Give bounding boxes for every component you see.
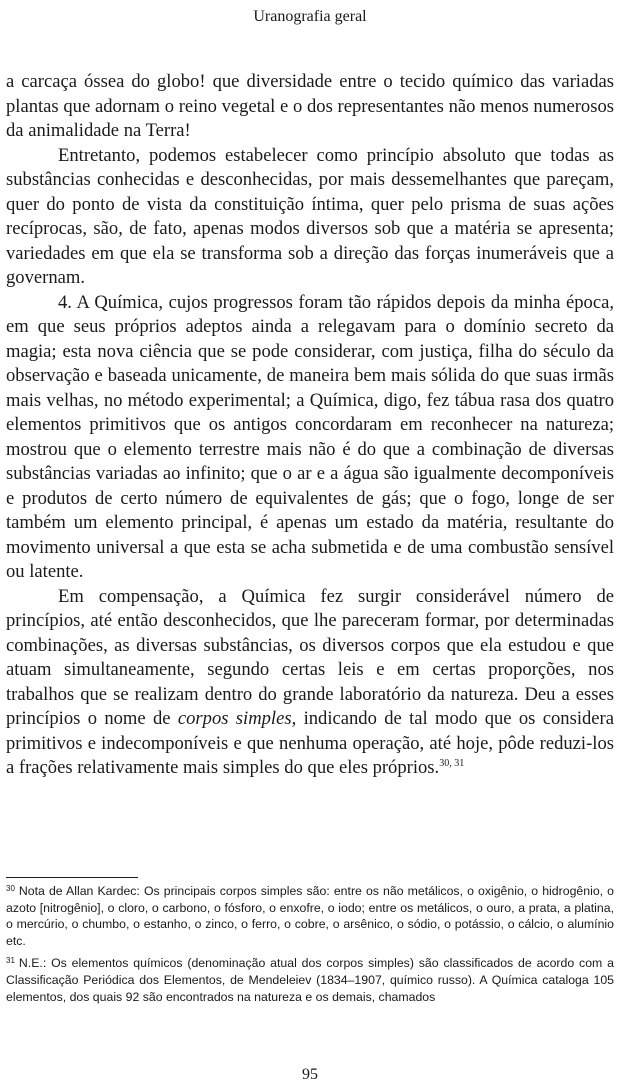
footnote-separator [6, 877, 138, 878]
footnote-30 [6, 883, 614, 949]
paragraph-4-text-b: , indicando de tal modo que os considera primitivos e indecomponíveis e que nenhuma operação, até hoje, pôde reduzi-los a frações relativamente mais simples do que eles próprios. [6, 708, 614, 778]
paragraph-4 [6, 585, 614, 781]
footnote-text: Nota de Allan Kardec: Os principais corpos simples são: entre os não metálicos, o oxigênio, o hidrogênio, o azoto [nitrogênio], o cloro, o carbono, o fósforo, o enxofre, o iodo; entre os metálicos, o ouro, a prata, a platina, o mercúrio, o chumbo, o estanho, o zinco, o ferro, o cobre, o arsênico, o sódio, o potássio, o cálcio, o alumínio etc. [6, 884, 614, 948]
footnote-text: N.E.: Os elementos químicos (denominação atual dos corpos simples) são classificados de acordo com a Classificação Periódica dos Elementos, de Mendeleiev (1834–1907, químico russo). A Química cataloga 105 elementos, dos quais 92 são encontrados na natureza e os demais, chamados [6, 956, 614, 1004]
paragraph-4-text-a: Em compensação, a Química fez surgir considerável número de princípios, até então desconhecidos, que lhe pareceram formar, por determinadas combinações, as diversas substâncias, os diversos corpos que ela estudou e que atuam simultaneamente, segundo certas leis e em certas proporções, nos trabalhos que se realizam dentro do grande laboratório da natureza. Deu a esses princípios o nome de [6, 585, 614, 729]
term-corpos-simples: corpos simples [177, 708, 292, 729]
footnote-number: 31 [6, 956, 15, 966]
paragraph-1: a carcaça óssea do globo! que diversidade entre o tecido químico das variadas plantas que adornam o reino vegetal e o dos representantes não menos numerosos da animalidade na Terra! [6, 71, 614, 141]
paragraph-3: 4. A Química, cujos progressos foram tão rápidos depois da minha época, em que seus próprios adeptos ainda a relegavam para o domínio secreto da magia; esta nova ciência que se pode considerar, com justiça, filha do século da observação e baseada unicamente, de maneira bem mais sólida do que suas irmãs mais velhas, no método experimental; a Química, digo, fez tábua rasa dos quatro elementos primitivos que os antigos concordaram em reconhecer na natureza; mostrou que o elemento terrestre mais não é do que a combinação de diversas substâncias variadas ao infinito; que o ar e a água são igualmente decomponíveis e produtos de certo número de equivalentes de gás; que o fogo, longe de ser também um elemento principal, é apenas um estado da matéria, resultante do movimento universal a que esta se acha submetida e de uma combustão sensível ou latente. [6, 291, 614, 582]
footnotes [6, 883, 614, 1011]
footnote-reference: 30, 31 [439, 758, 465, 769]
page-number: 95 [302, 1066, 318, 1083]
body-text [6, 70, 614, 781]
running-head: Uranografia geral [253, 8, 367, 25]
footnote-31 [6, 955, 614, 1005]
paragraph-2: Entretanto, podemos estabelecer como princípio absoluto que todas as substâncias conhecidas e desconhecidas, por mais dessemelhantes que pareçam, quer do ponto de vista da constituição íntima, quer pelo prisma de suas ações recíprocas, são, de fato, apenas modos diversos sob que a matéria se apresenta; variedades em que ela se transforma sob a direção das forças inumeráveis que a governam. [6, 144, 614, 288]
footnote-number: 30 [6, 884, 15, 893]
